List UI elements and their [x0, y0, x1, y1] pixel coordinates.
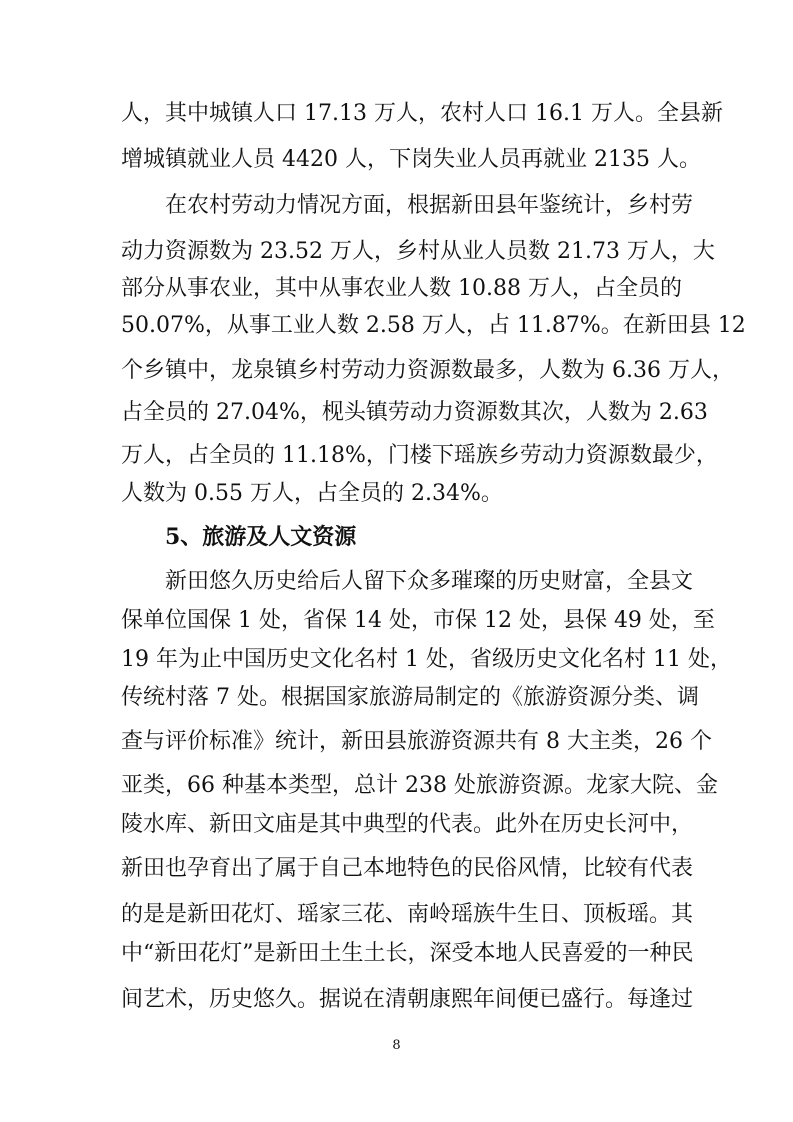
paragraph-line: 查与评价标准》统计，新田县旅游资源共有 8 大主类，26 个 — [121, 729, 712, 754]
paragraph-line: 陵水库、新田文庙是其中典型的代表。此外在历史长河中， — [121, 812, 694, 837]
paragraph-line: 亚类，66 种基本类型，总计 238 处旅游资源。龙家大院、金 — [121, 773, 718, 798]
paragraph-line: 19 年为止中国历史文化名村 1 处，省级历史文化名村 11 处， — [121, 647, 732, 672]
paragraph-line: 增城镇就业人员 4420 人，下岗失业人员再就业 2135 人。 — [121, 147, 701, 172]
paragraph-line: 人，其中城镇人口 17.13 万人，农村人口 16.1 万人。全县新 — [121, 101, 723, 126]
paragraph-line: 占全员的 27.04%，枧头镇劳动力资源数其次，人数为 2.63 — [121, 400, 708, 425]
paragraph-line: 新田悠久历史给后人留下众多璀璨的历史财富，全县文 — [165, 569, 694, 594]
paragraph-line: 中“新田花灯”是新田土生土长，深受本地人民喜爱的一种民 — [121, 941, 694, 966]
paragraph-line: 万人，占全员的 11.18%，门楼下瑶族乡劳动力资源数最少， — [121, 443, 718, 468]
paragraph-line: 保单位国保 1 处，省保 14 处，市保 12 处，县保 49 处，至 — [121, 608, 715, 633]
paragraph-line: 传统村落 7 处。根据国家旅游局制定的《旅游资源分类、调 — [121, 685, 699, 710]
section-heading: 5、旅游及人文资源 — [165, 524, 357, 550]
paragraph-line: 的是是新田花灯、瑶家三花、南岭瑶族牛生日、顶板瑶。其 — [121, 902, 694, 927]
paragraph-line: 人数为 0.55 万人，占全员的 2.34%。 — [121, 481, 503, 506]
paragraph-line: 个乡镇中，龙泉镇乡村劳动力资源数最多，人数为 6.36 万人， — [121, 358, 734, 383]
paragraph-line: 部分从事农业，其中从事农业人数 10.88 万人，占全员的 — [121, 276, 682, 301]
paragraph-line: 间艺术，历史悠久。据说在清朝康熙年间便已盛行。每逢过 — [121, 987, 694, 1012]
paragraph-line: 在农村劳动力情况方面，根据新田县年鉴统计，乡村劳 — [165, 193, 694, 218]
paragraph-line: 动力资源数为 23.52 万人，乡村从业人员数 21.73 万人，大 — [121, 239, 715, 264]
paragraph-line: 新田也孕育出了属于自己本地特色的民俗风情，比较有代表 — [121, 856, 694, 881]
paragraph-line: 50.07%，从事工业人数 2.58 万人，占 11.87%。在新田县 12 — [121, 313, 746, 338]
page-number: 8 — [392, 1038, 401, 1053]
